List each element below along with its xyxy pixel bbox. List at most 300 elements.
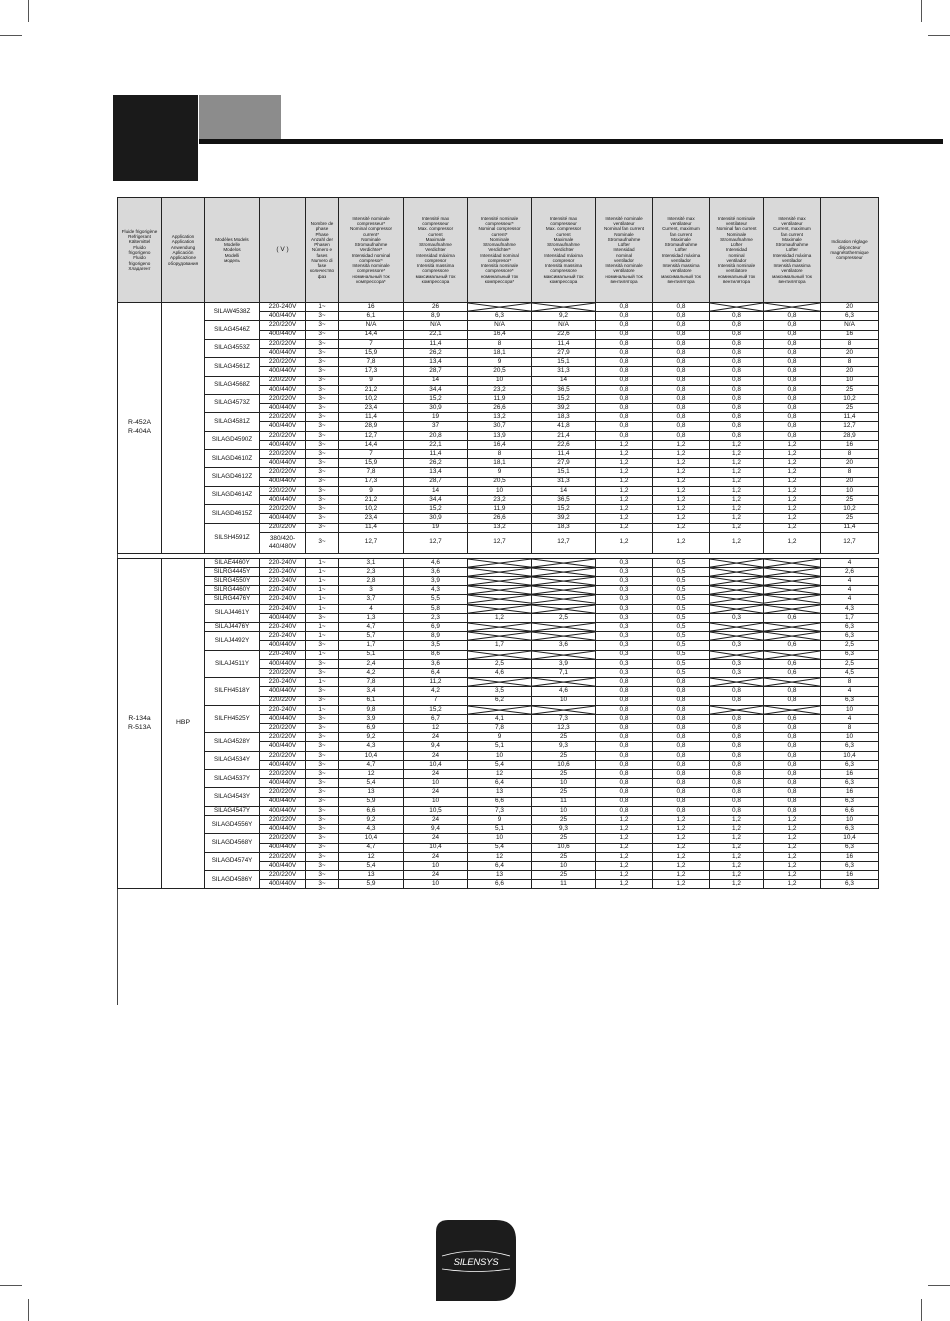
- fan-nominal-cell: 1,2: [596, 459, 653, 468]
- comp-nominal-cell: 13: [339, 788, 404, 797]
- voltage-cell: 400/440V: [260, 367, 306, 376]
- voltage-cell: 220/220V: [260, 358, 306, 367]
- voltage-cell: 220/220V: [260, 321, 306, 330]
- table-row: [118, 632, 879, 641]
- comp-max-cell: 8,6: [404, 650, 468, 659]
- phase-cell: 3~: [306, 861, 339, 870]
- fan-max-2-cell: 0,8: [764, 367, 821, 376]
- voltage-cell: 400/440V: [260, 797, 306, 806]
- breaker-cell: 1,7: [821, 613, 879, 622]
- fan-max-2-cell: 1,2: [764, 825, 821, 834]
- comp-nominal-cell: 5,9: [339, 797, 404, 806]
- fan-nominal-cell: 0,8: [596, 321, 653, 330]
- breaker-cell: 16: [821, 788, 879, 797]
- comp-nominal-cell: 9,2: [339, 815, 404, 824]
- voltage-cell: 400/440V: [260, 659, 306, 668]
- comp-max-cell: 11,2: [404, 678, 468, 687]
- fan-nominal-2-cell: 0,8: [710, 742, 764, 751]
- comp-max-cell: 3,6: [404, 659, 468, 668]
- voltage-cell: 400/440V: [260, 514, 306, 523]
- breaker-cell: 11,4: [821, 523, 879, 532]
- comp-max-2-cell: 25: [532, 815, 596, 824]
- comp-nominal-cell: 6,1: [339, 696, 404, 705]
- fan-nominal-cell: 0,8: [596, 367, 653, 376]
- comp-max-cell: 24: [404, 751, 468, 760]
- comp-max-cell: 28,7: [404, 367, 468, 376]
- not-applicable-cross: [532, 303, 596, 312]
- fan-max-cell: 1,2: [653, 459, 710, 468]
- comp-nominal-2-cell: 16,4: [468, 440, 532, 449]
- comp-nominal-cell: 10,2: [339, 394, 404, 403]
- comp-nominal-2-cell: 13: [468, 788, 532, 797]
- fan-nominal-cell: 0,3: [596, 623, 653, 632]
- fan-nominal-2-cell: 0,8: [710, 321, 764, 330]
- phase-cell: 3~: [306, 459, 339, 468]
- breaker-cell: 11,4: [821, 413, 879, 422]
- comp-nominal-2-cell: 10: [468, 834, 532, 843]
- comp-nominal-2-cell: 7,3: [468, 806, 532, 815]
- fan-max-2-cell: 0,8: [764, 404, 821, 413]
- table-row: [118, 303, 879, 312]
- application-cell: [162, 303, 205, 554]
- fan-nominal-2-cell: 0,3: [710, 613, 764, 622]
- fan-max-cell: 0,8: [653, 678, 710, 687]
- fan-max-cell: 0,8: [653, 404, 710, 413]
- comp-max-cell: 8,9: [404, 312, 468, 321]
- comp-max-cell: N/A: [404, 321, 468, 330]
- table-row: [118, 486, 879, 495]
- not-applicable-cross: [764, 558, 821, 567]
- comp-nominal-cell: 23,4: [339, 514, 404, 523]
- fan-max-cell: 0,8: [653, 321, 710, 330]
- fan-max-cell: 0,8: [653, 696, 710, 705]
- application-cell: HBP: [162, 558, 205, 889]
- comp-max-cell: 3,9: [404, 577, 468, 586]
- breaker-cell: 10: [821, 815, 879, 824]
- fan-nominal-cell: 0,3: [596, 595, 653, 604]
- fan-max-cell: 0,5: [653, 650, 710, 659]
- fan-nominal-2-cell: 0,8: [710, 751, 764, 760]
- comp-nominal-cell: 10,4: [339, 834, 404, 843]
- model-name-cell: SILAJ4492Y: [205, 632, 260, 650]
- fan-max-2-cell: 1,2: [764, 514, 821, 523]
- header-thermal-breaker: Indication réglage disjoncteur magnétothermique compresseur: [821, 198, 879, 303]
- breaker-cell: 4: [821, 714, 879, 723]
- not-applicable-cross: [764, 623, 821, 632]
- voltage-cell: 400/440V: [260, 779, 306, 788]
- breaker-cell: 20: [821, 477, 879, 486]
- comp-max-cell: 4,6: [404, 558, 468, 567]
- fan-max-2-cell: 0,6: [764, 714, 821, 723]
- model-name-cell: SILAJ4476Y: [205, 623, 260, 632]
- phase-cell: 3~: [306, 394, 339, 403]
- specifications-table: [117, 197, 879, 889]
- fan-max-cell: 1,2: [653, 514, 710, 523]
- comp-max-2-cell: 11: [532, 880, 596, 889]
- fan-nominal-2-cell: 0,3: [710, 659, 764, 668]
- fan-max-cell: 0,8: [653, 742, 710, 751]
- comp-max-cell: 20,8: [404, 431, 468, 440]
- comp-max-2-cell: 36,5: [532, 495, 596, 504]
- voltage-cell: 220-240V: [260, 678, 306, 687]
- fan-nominal-2-cell: 0,8: [710, 367, 764, 376]
- fan-max-cell: 0,8: [653, 705, 710, 714]
- fan-nominal-2-cell: 0,8: [710, 376, 764, 385]
- crop-mark: [921, 0, 922, 22]
- comp-nominal-2-cell: 16,4: [468, 330, 532, 339]
- header-voltage: ( V ): [260, 198, 306, 303]
- comp-nominal-2-cell: 13: [468, 871, 532, 880]
- not-applicable-cross: [468, 632, 532, 641]
- comp-nominal-cell: 21,2: [339, 385, 404, 394]
- comp-max-2-cell: 10,6: [532, 760, 596, 769]
- model-name-cell: SILAGD4610Z: [205, 450, 260, 468]
- fan-nominal-2-cell: 1,2: [710, 861, 764, 870]
- fan-nominal-cell: 0,3: [596, 668, 653, 677]
- comp-max-2-cell: 39,2: [532, 514, 596, 523]
- fan-nominal-2-cell: 0,8: [710, 348, 764, 357]
- voltage-cell: 220-240V: [260, 604, 306, 613]
- comp-nominal-2-cell: 5,1: [468, 742, 532, 751]
- fan-max-cell: 1,2: [653, 852, 710, 861]
- comp-max-2-cell: 18,3: [532, 523, 596, 532]
- breaker-cell: 6,3: [821, 880, 879, 889]
- breaker-cell: 8: [821, 724, 879, 733]
- breaker-cell: 8: [821, 450, 879, 459]
- comp-nominal-2-cell: 23,2: [468, 495, 532, 504]
- comp-nominal-cell: 4,3: [339, 742, 404, 751]
- comp-nominal-cell: 12,7: [339, 532, 404, 553]
- phase-cell: 1~: [306, 595, 339, 604]
- phase-cell: 3~: [306, 477, 339, 486]
- fan-max-2-cell: 1,2: [764, 495, 821, 504]
- breaker-cell: 10: [821, 705, 879, 714]
- fan-max-2-cell: 1,2: [764, 477, 821, 486]
- comp-max-cell: 30,9: [404, 404, 468, 413]
- table-row: [118, 751, 879, 760]
- model-name-cell: SILAG4553Z: [205, 339, 260, 357]
- fan-max-cell: 0,8: [653, 330, 710, 339]
- voltage-cell: 400/440V: [260, 459, 306, 468]
- breaker-cell: 12,7: [821, 422, 879, 431]
- model-name-cell: SILRG4460Y: [205, 586, 260, 595]
- phase-cell: 3~: [306, 404, 339, 413]
- phase-cell: 3~: [306, 760, 339, 769]
- fan-nominal-cell: 0,3: [596, 659, 653, 668]
- not-applicable-cross: [468, 678, 532, 687]
- comp-max-2-cell: 9,2: [532, 312, 596, 321]
- fan-nominal-2-cell: 0,8: [710, 687, 764, 696]
- phase-cell: 3~: [306, 871, 339, 880]
- phase-cell: 3~: [306, 788, 339, 797]
- fan-nominal-cell: 0,3: [596, 613, 653, 622]
- breaker-cell: 16: [821, 871, 879, 880]
- breaker-cell: 25: [821, 404, 879, 413]
- breaker-cell: 10,2: [821, 394, 879, 403]
- fan-max-cell: 0,8: [653, 431, 710, 440]
- not-applicable-cross: [764, 705, 821, 714]
- model-name-cell: SILAGD4568Y: [205, 834, 260, 852]
- phase-cell: 3~: [306, 367, 339, 376]
- table-row: [118, 339, 879, 348]
- fan-nominal-cell: 1,2: [596, 440, 653, 449]
- fan-max-cell: 0,8: [653, 358, 710, 367]
- fan-max-cell: 0,5: [653, 558, 710, 567]
- header-band: [113, 95, 943, 181]
- fan-max-2-cell: 1,2: [764, 815, 821, 824]
- crop-mark: [0, 35, 22, 36]
- comp-max-cell: 24: [404, 770, 468, 779]
- comp-nominal-cell: 12,7: [339, 431, 404, 440]
- fan-max-cell: 0,5: [653, 659, 710, 668]
- voltage-cell: 400/440V: [260, 440, 306, 449]
- comp-max-2-cell: 31,3: [532, 477, 596, 486]
- model-name-cell: SILAW4538Z: [205, 303, 260, 321]
- comp-max-cell: 10: [404, 861, 468, 870]
- voltage-cell: 400/440V: [260, 760, 306, 769]
- voltage-cell: 400/440V: [260, 477, 306, 486]
- model-name-cell: SILFH4525Y: [205, 705, 260, 733]
- fan-nominal-2-cell: 1,2: [710, 871, 764, 880]
- breaker-cell: 4: [821, 577, 879, 586]
- fan-nominal-cell: 0,8: [596, 312, 653, 321]
- breaker-cell: 4: [821, 687, 879, 696]
- comp-nominal-cell: 15,9: [339, 459, 404, 468]
- comp-nominal-cell: 4,7: [339, 760, 404, 769]
- comp-max-cell: 7: [404, 696, 468, 705]
- fan-max-cell: 1,2: [653, 505, 710, 514]
- fan-max-cell: 0,8: [653, 303, 710, 312]
- table-row: [118, 567, 879, 576]
- fan-nominal-cell: 0,8: [596, 678, 653, 687]
- comp-max-cell: 10: [404, 880, 468, 889]
- fan-nominal-2-cell: 0,8: [710, 339, 764, 348]
- breaker-cell: 8: [821, 339, 879, 348]
- comp-max-cell: 6,7: [404, 714, 468, 723]
- voltage-cell: 220-240V: [260, 632, 306, 641]
- fan-nominal-cell: 1,2: [596, 477, 653, 486]
- breaker-cell: 2,6: [821, 567, 879, 576]
- model-name-cell: SILSH4591Z: [205, 523, 260, 553]
- model-name-cell: SILAGD4615Z: [205, 505, 260, 523]
- model-name-cell: SILAGD4556Y: [205, 815, 260, 833]
- comp-nominal-cell: 13: [339, 871, 404, 880]
- header-fan-max: Intensité max ventilateur Current, maximum fan current Maximale Stromaufnahme Lüfter Intensidad máxima ventilador Intensità massima ventilatore максимальный ток вентилятора: [653, 198, 710, 303]
- comp-nominal-2-cell: 30,7: [468, 422, 532, 431]
- breaker-cell: 10: [821, 733, 879, 742]
- comp-max-2-cell: 21,4: [532, 431, 596, 440]
- comp-max-cell: 26,2: [404, 348, 468, 357]
- model-name-cell: SILRG4445Y: [205, 567, 260, 576]
- table-row: [118, 770, 879, 779]
- comp-nominal-2-cell: 10: [468, 376, 532, 385]
- comp-max-cell: 2,3: [404, 613, 468, 622]
- fan-max-2-cell: 1,2: [764, 459, 821, 468]
- phase-cell: 3~: [306, 468, 339, 477]
- phase-cell: 3~: [306, 779, 339, 788]
- comp-max-cell: 24: [404, 834, 468, 843]
- comp-nominal-2-cell: 20,5: [468, 367, 532, 376]
- voltage-cell: 220/220V: [260, 834, 306, 843]
- voltage-cell: 400/440V: [260, 641, 306, 650]
- not-applicable-cross: [532, 623, 596, 632]
- fan-nominal-2-cell: 0,8: [710, 431, 764, 440]
- model-name-cell: SILAGD4612Z: [205, 468, 260, 486]
- comp-nominal-2-cell: 18,1: [468, 348, 532, 357]
- phase-cell: 3~: [306, 348, 339, 357]
- comp-nominal-cell: 2,3: [339, 567, 404, 576]
- phase-cell: 3~: [306, 696, 339, 705]
- comp-nominal-2-cell: 13,2: [468, 413, 532, 422]
- not-applicable-cross: [468, 650, 532, 659]
- table-row: [118, 604, 879, 613]
- breaker-cell: 4,5: [821, 668, 879, 677]
- crop-mark: [0, 1285, 22, 1286]
- comp-nominal-cell: 5,7: [339, 632, 404, 641]
- fan-max-2-cell: 0,8: [764, 422, 821, 431]
- fan-max-2-cell: 0,8: [764, 376, 821, 385]
- fan-max-2-cell: 0,8: [764, 687, 821, 696]
- fan-max-cell: 0,8: [653, 339, 710, 348]
- table-row: [118, 852, 879, 861]
- fan-max-cell: 0,8: [653, 751, 710, 760]
- fan-max-cell: 0,8: [653, 312, 710, 321]
- fan-nominal-cell: 0,3: [596, 604, 653, 613]
- fan-nominal-cell: 0,8: [596, 413, 653, 422]
- fan-max-2-cell: 0,6: [764, 668, 821, 677]
- comp-nominal-2-cell: 9: [468, 733, 532, 742]
- comp-nominal-2-cell: N/A: [468, 321, 532, 330]
- comp-max-2-cell: 9,3: [532, 825, 596, 834]
- phase-cell: 1~: [306, 678, 339, 687]
- breaker-cell: 6,3: [821, 861, 879, 870]
- comp-nominal-2-cell: 13,9: [468, 431, 532, 440]
- breaker-cell: 16: [821, 852, 879, 861]
- not-applicable-cross: [468, 705, 532, 714]
- fan-nominal-2-cell: 0,8: [710, 358, 764, 367]
- comp-nominal-cell: 5,1: [339, 650, 404, 659]
- fan-max-2-cell: 0,8: [764, 385, 821, 394]
- phase-cell: 3~: [306, 733, 339, 742]
- not-applicable-cross: [764, 567, 821, 576]
- fan-max-2-cell: 1,2: [764, 468, 821, 477]
- fan-nominal-cell: 1,2: [596, 825, 653, 834]
- comp-max-cell: 22,1: [404, 440, 468, 449]
- fan-max-2-cell: 0,8: [764, 770, 821, 779]
- comp-nominal-cell: 28,9: [339, 422, 404, 431]
- comp-nominal-cell: 4,2: [339, 668, 404, 677]
- model-name-cell: SILAG4528Y: [205, 733, 260, 751]
- voltage-cell: 220/220V: [260, 724, 306, 733]
- comp-nominal-2-cell: 11,9: [468, 394, 532, 403]
- table-row: [118, 705, 879, 714]
- comp-nominal-cell: 17,3: [339, 477, 404, 486]
- fan-nominal-cell: 0,8: [596, 742, 653, 751]
- comp-nominal-cell: 17,3: [339, 367, 404, 376]
- breaker-cell: 4: [821, 558, 879, 567]
- phase-cell: 3~: [306, 440, 339, 449]
- comp-nominal-cell: 3,9: [339, 714, 404, 723]
- model-name-cell: SILRG4550Y: [205, 577, 260, 586]
- voltage-cell: 220/220V: [260, 413, 306, 422]
- fan-nominal-2-cell: 0,8: [710, 714, 764, 723]
- crop-mark: [928, 35, 950, 36]
- comp-max-2-cell: 15,2: [532, 394, 596, 403]
- comp-max-cell: 11,4: [404, 339, 468, 348]
- model-name-cell: SILAG4581Z: [205, 413, 260, 431]
- comp-max-2-cell: 25: [532, 788, 596, 797]
- phase-cell: 1~: [306, 586, 339, 595]
- not-applicable-cross: [532, 705, 596, 714]
- model-name-cell: SILAE4460Y: [205, 558, 260, 567]
- comp-max-cell: 19: [404, 523, 468, 532]
- logo-text: SILENSYS: [453, 1257, 499, 1268]
- fan-max-cell: 1,2: [653, 843, 710, 852]
- fan-max-2-cell: 0,8: [764, 431, 821, 440]
- breaker-cell: 4,3: [821, 604, 879, 613]
- comp-max-2-cell: 25: [532, 770, 596, 779]
- fan-nominal-2-cell: 0,8: [710, 797, 764, 806]
- voltage-cell: 380/420- 440/480V: [260, 532, 306, 553]
- comp-max-cell: 10: [404, 797, 468, 806]
- phase-cell: 3~: [306, 514, 339, 523]
- comp-max-2-cell: 4,6: [532, 687, 596, 696]
- model-name-cell: SILAG4534Y: [205, 751, 260, 769]
- fan-nominal-cell: 1,2: [596, 523, 653, 532]
- fan-nominal-2-cell: 1,2: [710, 477, 764, 486]
- fan-nominal-cell: 0,8: [596, 751, 653, 760]
- comp-max-2-cell: 36,5: [532, 385, 596, 394]
- breaker-cell: 6,3: [821, 779, 879, 788]
- table-row: [118, 577, 879, 586]
- comp-max-cell: 30,9: [404, 514, 468, 523]
- comp-max-2-cell: N/A: [532, 321, 596, 330]
- not-applicable-cross: [710, 567, 764, 576]
- voltage-cell: 400/440V: [260, 330, 306, 339]
- fan-max-cell: 0,8: [653, 724, 710, 733]
- fan-max-2-cell: 0,8: [764, 321, 821, 330]
- not-applicable-cross: [710, 303, 764, 312]
- comp-nominal-2-cell: 6,3: [468, 312, 532, 321]
- comp-max-cell: 26,2: [404, 459, 468, 468]
- phase-cell: 3~: [306, 641, 339, 650]
- fan-max-cell: 0,8: [653, 788, 710, 797]
- header-compressor-max: Intensité max compresseur Max. compressor current Maximale Stromaufnahme Verdichter Intensidad máxima compresor Intensità massima compressore максимальный ток компрессора: [404, 198, 468, 303]
- comp-nominal-cell: 3,4: [339, 687, 404, 696]
- voltage-cell: 400/440V: [260, 825, 306, 834]
- table-row: [118, 413, 879, 422]
- fan-max-2-cell: 1,2: [764, 843, 821, 852]
- breaker-cell: 6,3: [821, 742, 879, 751]
- fan-nominal-2-cell: 1,2: [710, 523, 764, 532]
- refrigerant-cell: R-452A R-404A: [118, 303, 162, 554]
- fan-max-2-cell: 1,2: [764, 505, 821, 514]
- fan-nominal-2-cell: 1,2: [710, 459, 764, 468]
- comp-nominal-cell: 5,4: [339, 779, 404, 788]
- comp-max-cell: 12,7: [404, 532, 468, 553]
- fan-nominal-cell: 0,8: [596, 394, 653, 403]
- crop-mark: [921, 1299, 922, 1321]
- comp-max-cell: 15,2: [404, 505, 468, 514]
- fan-max-cell: 1,2: [653, 861, 710, 870]
- comp-max-2-cell: 25: [532, 834, 596, 843]
- table-row: [118, 678, 879, 687]
- comp-max-2-cell: 10: [532, 861, 596, 870]
- comp-max-cell: 37: [404, 422, 468, 431]
- phase-cell: 3~: [306, 834, 339, 843]
- voltage-cell: 400/440V: [260, 613, 306, 622]
- model-name-cell: SILAGD4614Z: [205, 486, 260, 504]
